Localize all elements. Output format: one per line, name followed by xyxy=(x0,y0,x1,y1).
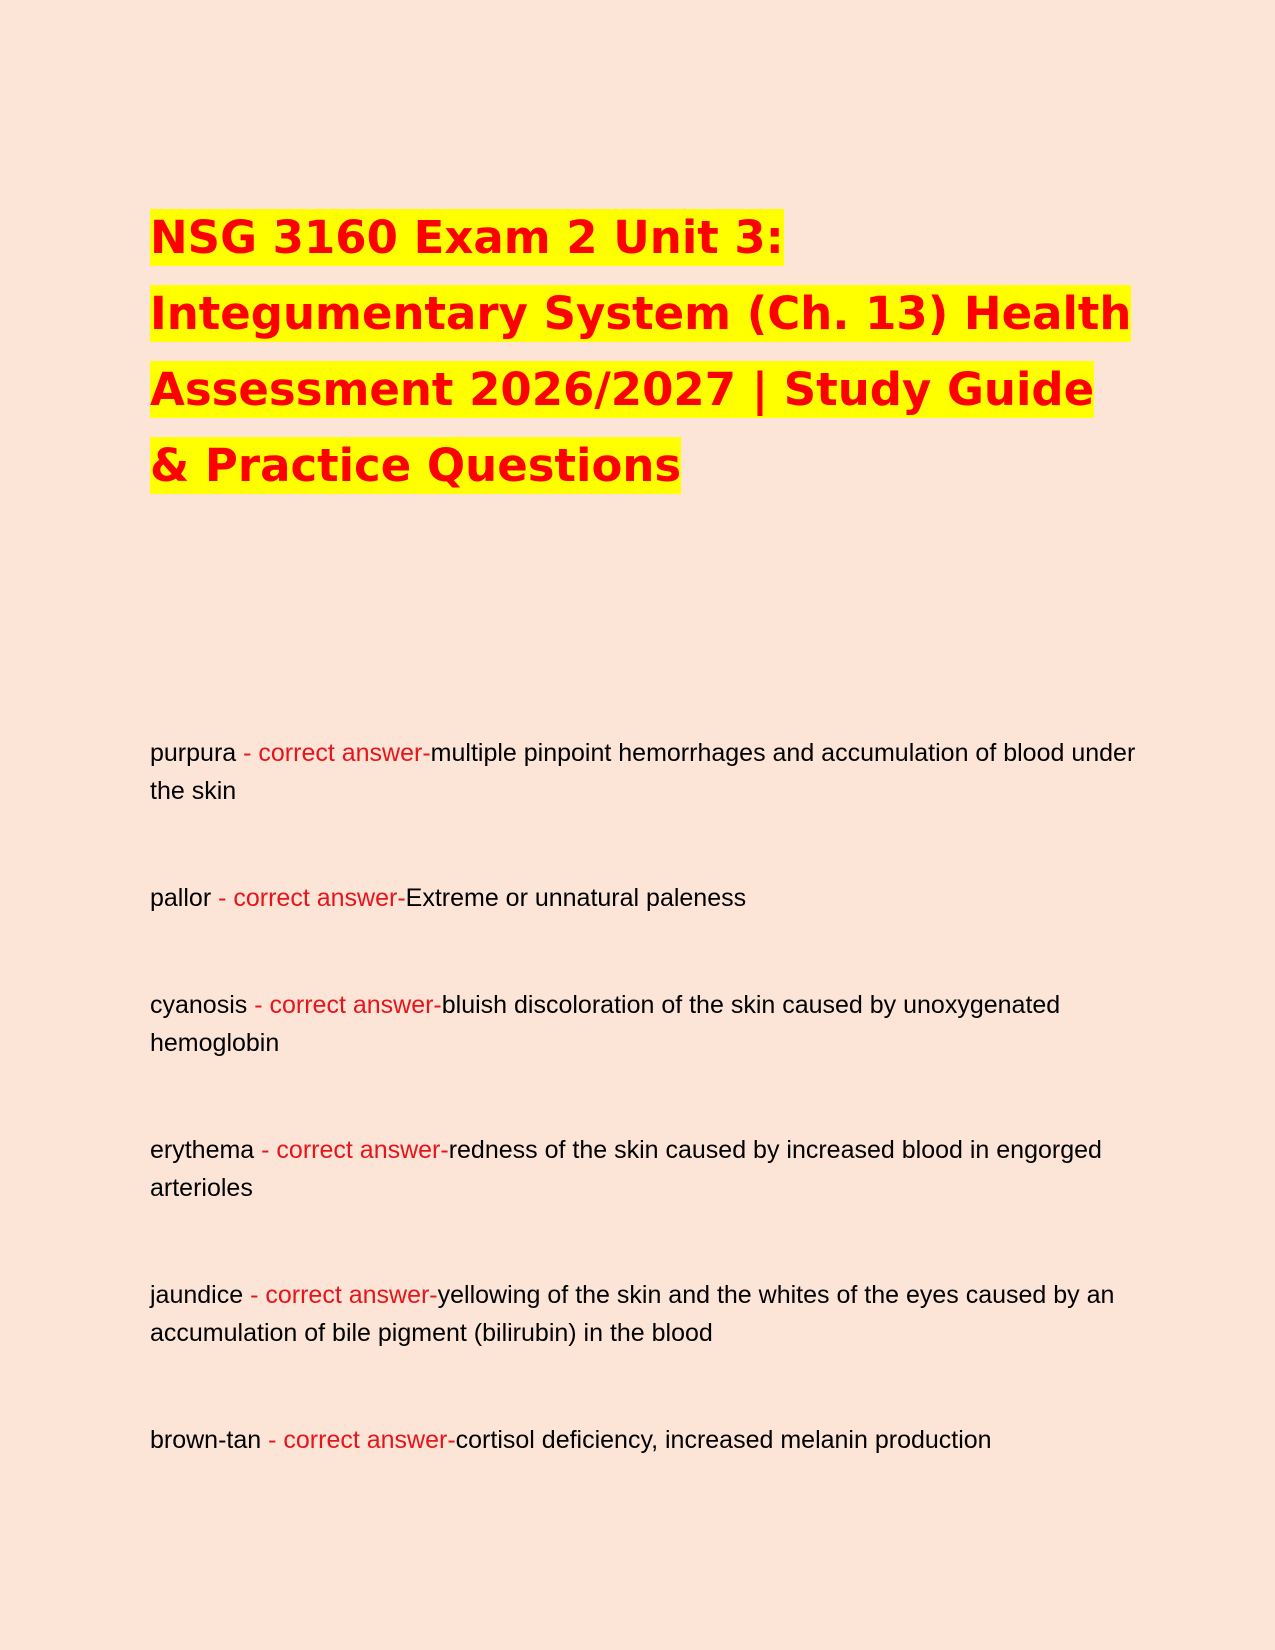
flashcard-entry-cyanosis xyxy=(150,986,1140,1062)
flashcard-entry-brown-tan xyxy=(150,1421,1140,1459)
entry-separator: - correct answer- xyxy=(261,1426,456,1454)
entry-separator: - correct answer- xyxy=(211,884,406,912)
entry-definition: Extreme or unnatural paleness xyxy=(405,884,747,912)
flashcard-list xyxy=(150,734,1140,1459)
entry-term: purpura xyxy=(150,739,237,767)
document-page xyxy=(150,200,1140,1528)
entry-definition: multiple pinpoint hemorrhages and accumulation of blood under the skin xyxy=(150,739,1136,805)
flashcard-entry-pallor xyxy=(150,879,1140,917)
entry-separator: - correct answer- xyxy=(243,1281,438,1309)
entry-term: brown-tan xyxy=(150,1426,262,1454)
entry-term: jaundice xyxy=(150,1281,244,1309)
entry-definition: yellowing of the skin and the whites of the eyes caused by an accumulation of bile pigment (bilirubin) in the blood xyxy=(150,1281,1115,1347)
flashcard-entry-jaundice xyxy=(150,1276,1140,1352)
entry-separator: - correct answer- xyxy=(236,739,431,767)
entry-definition: cortisol deficiency, increased melanin production xyxy=(455,1426,992,1454)
entry-term: pallor xyxy=(150,884,212,912)
document-title xyxy=(150,200,1140,504)
entry-definition: bluish discoloration of the skin caused by unoxygenated hemoglobin xyxy=(150,991,1061,1057)
title-highlight: NSG 3160 Exam 2 Unit 3: Integumentary System (Ch. 13) Health Assessment 2026/2027 | Study Guide & Practice Questions xyxy=(150,211,1132,492)
entry-term: cyanosis xyxy=(150,991,248,1019)
entry-term: erythema xyxy=(150,1136,255,1164)
entry-separator: - correct answer- xyxy=(254,1136,449,1164)
entry-separator: - correct answer- xyxy=(247,991,442,1019)
flashcard-entry-purpura xyxy=(150,734,1140,810)
entry-definition: redness of the skin caused by increased blood in engorged arterioles xyxy=(150,1136,1102,1202)
flashcard-entry-erythema xyxy=(150,1131,1140,1207)
